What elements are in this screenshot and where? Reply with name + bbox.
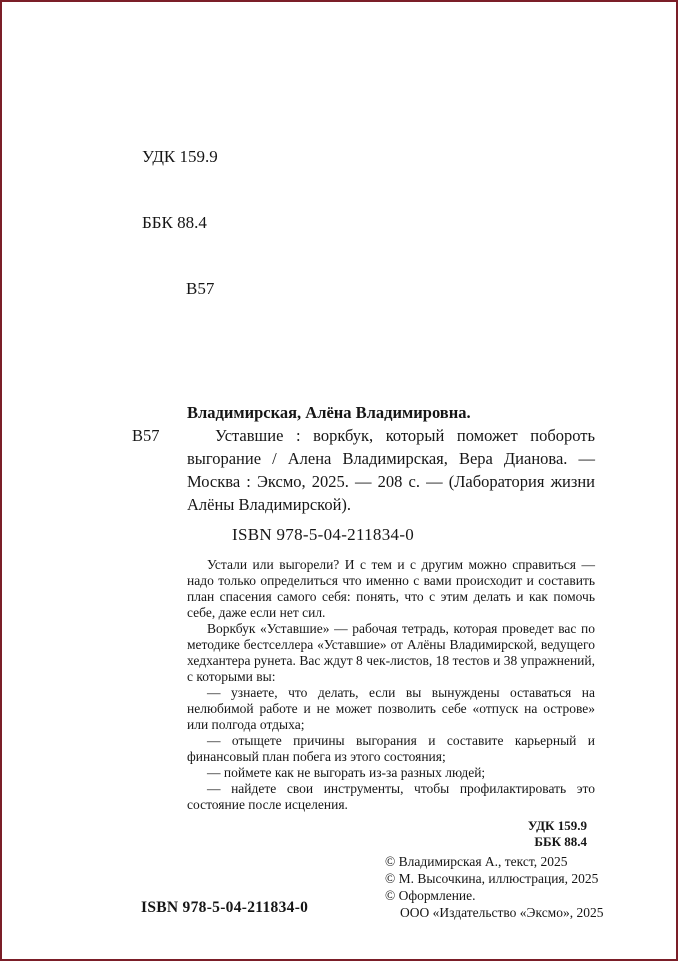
udk-code-top: УДК 159.9 [142,147,218,166]
copyright-block [385,853,603,921]
annotation-paragraph: Воркбук «Уставшие» — рабочая тетрадь, которая проведет вас по методике бестселлера «Уставшие» от Алёны Владимирской, ведущего хедхантера рунета. Вас ждут 8 чек-листов, 18 тестов и 38 упражнений, с которыми вы: [187,621,595,684]
copyright-line-design: © Оформление. [385,888,476,903]
annotation-list-item: — отыщете причины выгорания и составите карьерный и финансовый план побега из этого состояния; [187,733,595,764]
author-sign-top: В57 [186,279,215,298]
annotation-paragraph: Устали или выгорели? И с тем и с другим можно справиться — надо только определиться что именно с вами происходит и составить план спасения самого себя: понять, что с этим делать и как помочь себе, даже если нет сил. [187,557,595,620]
catalog-card [132,401,595,850]
footer-isbn: ISBN 978-5-04-211834-0 [141,899,309,916]
bbk-code-right: ББК 88.4 [534,834,587,849]
annotation-list-item: — узнаете, что делать, если вы вынуждены оставаться на нелюбимой работе и не может позволить себе «отпуск на острове» или полгода отдыха; [187,685,595,732]
copyright-line-author: © Владимирская А., текст, 2025 [385,854,568,869]
isbn-line: ISBN 978-5-04-211834-0 [232,525,415,544]
author-heading: Владимирская, Алёна Владимировна. [187,403,471,422]
udk-code-right: УДК 159.9 [527,818,587,833]
copyright-line-illustration: © М. Высочкина, иллюстрация, 2025 [385,871,599,886]
classification-codes-right [132,818,595,850]
author-sign-margin: В57 [132,426,160,445]
annotation-block [187,557,595,813]
bibliographic-description: Уставшие : воркбук, который поможет побороть выгорание / Алена Владимирская, Вера Дианова. — Москва : Эксмо, 2025. — 208 с. — (Лаборатория жизни Алёны Владимирской). [187,426,595,514]
bibliographic-entry [132,424,595,516]
annotation-list-item: — поймете как не выгорать из-за разных людей; [207,765,486,780]
bbk-code-top: ББК 88.4 [142,213,207,232]
classification-codes-top [142,102,218,344]
copyright-line-publisher: ООО «Издательство «Эксмо», 2025 [400,905,604,920]
annotation-list-item: — найдете свои инструменты, чтобы профилактировать это состояние после исцеления. [187,781,595,812]
